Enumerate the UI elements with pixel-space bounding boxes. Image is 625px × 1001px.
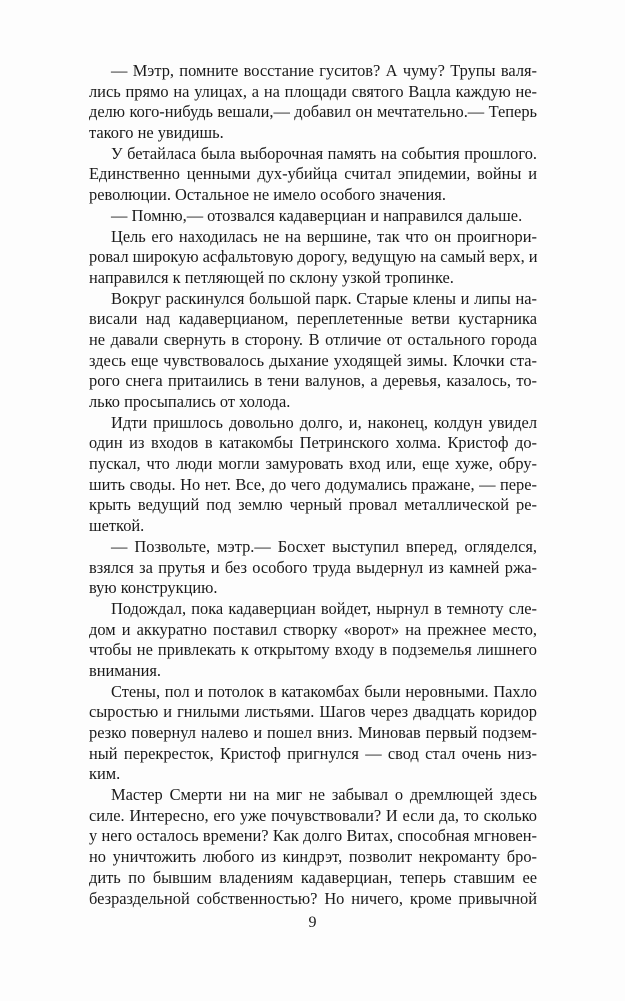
- text-line: Идти пришлось довольно долго, и, наконец, колдун увидел: [111, 412, 537, 432]
- text-line: такого не увидишь.: [89, 123, 224, 143]
- text-line: рого снега притаились в тени валунов, а деревья, казалось, то-: [89, 371, 537, 391]
- text-line: силе. Интересно, его уже почувствовали? И если да, то сколько: [89, 805, 537, 825]
- text-line: безраздельной собственностью? Но ничего, кроме привычной: [89, 888, 537, 908]
- text-line: — Позвольте, мэтр.— Босхет выступил вперед, огляделся,: [111, 536, 537, 556]
- text-line: шить своды. Но нет. Все, до чего додумались пражане, — пере-: [89, 474, 537, 494]
- text-line: чтобы не привлекать к открытому входу в подземелья лишнего: [89, 640, 537, 660]
- text-line: дить по бывшим владениям кадаверциан, теперь ставшим ее: [89, 867, 537, 887]
- text-line: Подождал, пока кадаверциан войдет, нырнул в темноту сле-: [111, 598, 537, 618]
- text-line: у него осталось времени? Как долго Витах, способная мгновен-: [89, 826, 537, 846]
- text-line: — Помню,— отозвался кадаверциан и направился дальше.: [111, 205, 523, 225]
- text-line: здесь еще чувствовалось дыхание уходящей зимы. Клочки ста-: [89, 350, 537, 370]
- text-line: — Мэтр, помните восстание гуситов? А чуму? Трупы валя-: [111, 61, 537, 80]
- text-line: ровал широкую асфальтовую дорогу, ведущую на самый верх, и: [89, 247, 538, 267]
- text-line: революции. Остальное не имело особого значения.: [89, 185, 446, 205]
- text-line: ный перекресток, Кристоф пригнулся — свод стал очень низ-: [89, 743, 537, 763]
- text-line: сыростью и гнилыми листьями. Шагов через двадцать коридор: [89, 702, 537, 722]
- text-line: шеткой.: [89, 516, 145, 536]
- text-line: лись прямо на улицах, а на площади святого Вацла каждую не-: [89, 81, 537, 101]
- text-line: делю кого-нибудь вешали,— добавил он мечтательно.— Теперь: [89, 102, 537, 122]
- page-number: 9: [308, 914, 317, 931]
- text-line: Стены, пол и потолок в катакомбах были неровными. Пахло: [111, 681, 537, 701]
- text-line: не давали свернуть в сторону. В отличие от остального города: [89, 329, 537, 349]
- text-line: но уничтожить любого из киндрэт, позволит некроманту бро-: [89, 847, 537, 867]
- text-line: лько просыпались от холода.: [89, 392, 291, 411]
- text-line: направился к петляющей по склону узкой тропинке.: [89, 267, 454, 287]
- body-text: [89, 61, 537, 909]
- text-line: Мастер Смерти ни на миг не забывал о дремлющей здесь: [111, 785, 537, 805]
- text-line: один из входов в катакомбы Петринского холма. Кристоф до-: [89, 433, 537, 453]
- text-line: резко повернул налево и пошел вниз. Миновав первый подзем-: [89, 723, 537, 742]
- text-line: вую конструкцию.: [89, 578, 218, 598]
- text-line: Цель его находилась не на вершине, так что он проигнори-: [111, 226, 537, 246]
- text-line: взялся за прутья и без особого труда выдернул из камней ржа-: [89, 557, 537, 577]
- text-line: внимания.: [89, 660, 161, 680]
- text-line: У бетайласа была выборочная память на события прошлого.: [111, 143, 537, 163]
- text-line: висали над кадаверцианом, переплетенные ветви кустарника: [89, 309, 537, 329]
- text-line: ким.: [89, 764, 121, 784]
- text-line: крыть ведущий под землю черный провал металлической ре-: [89, 495, 537, 515]
- text-line: Единственно ценными дух-убийца считал эпидемии, войны и: [89, 164, 537, 184]
- text-line: дом и аккуратно поставил створку «ворот» на прежнее место,: [89, 619, 537, 639]
- text-line: пускал, что люди могли замуровать вход или, еще хуже, обру-: [89, 454, 537, 474]
- text-line: Вокруг раскинулся большой парк. Старые клены и липы на-: [111, 288, 537, 308]
